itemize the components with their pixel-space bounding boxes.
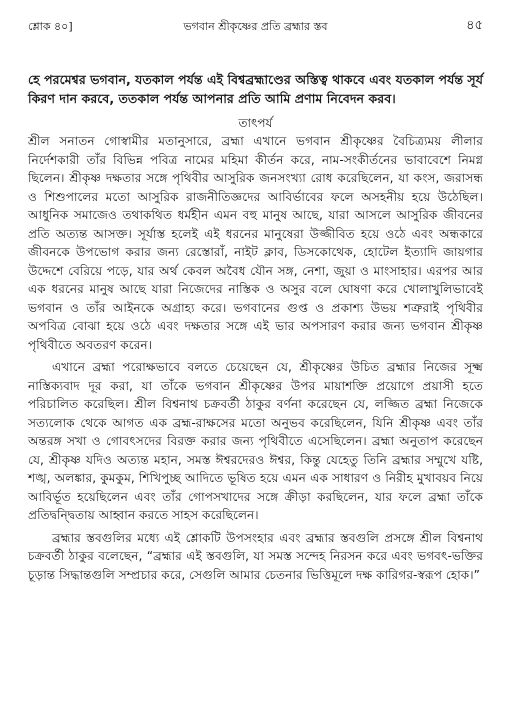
- verse-reference: শ্লোক ৪০]: [28, 20, 73, 33]
- page-number: ৪৫: [466, 18, 483, 33]
- purport-paragraph: শ্রীল সনাতন গোস্বামীর মতানুসারে, ব্রহ্মা এখানে ভগবান শ্রীকৃষ্ণের বৈচিত্র্যময় লীলার নির্দেশকারী তাঁর বিভিন্ন পবিত্র নামের মহিমা কীর্তন করে, নাম-সংকীর্তনের ভাবাবেশে নিমগ্ন ছিলেন। শ্রীকৃষ্ণ দক্ষতার সঙ্গে পৃথিবীর আসুরিক জনসংখ্যা রোধ করেছিলেন, যা কংস, জরাসন্ধ ও শিশুপালের মতো আসুরিক রাজনীতিজ্ঞদের আবির্ভাবের ফলে অসহনীয় হয়ে উঠেছিল। আধুনিক সমাজেও তথাকথিত ধর্মহীন এমন বহু মানুষ আছে, যারা আসলে আসুরিক জীবনের প্রতি অত্যন্ত আসক্ত। সূর্যাস্ত হলেই এই ধরনের মানুষেরা উজ্জীবিত হয়ে ওঠে এবং অন্ধকারে জীবনকে উপভোগ করার জন্য রেস্তোরাঁ, নাইট ক্লাব, ডিসকোথেক, হোটেল ইত্যাদি জায়গার উদ্দেশে বেরিয়ে পড়ে, যার অর্থ কেবল অবৈধ যৌন সঙ্গ, নেশা, জুয়া ও মাংসাহার। এরপর আর এক ধরনের মানুষ আছে যারা নিজেদের নাস্তিক ও অসুর বলে ঘোষণা করে খোলাখুলিভাবেই ভগবান ও তাঁর আইনকে অগ্রাহ্য করে। ভগবানের গুপ্ত ও প্রকাশ্য উভয় শত্রুরাই পৃথিবীর অপবিত্র বোঝা হয়ে ওঠে এবং দক্ষতার সঙ্গে এই ভার অপসারণ করার জন্য ভগবান শ্রীকৃষ্ণ পৃথিবীতে অবতরণ করেন।: [28, 134, 483, 352]
- purport-paragraph: ব্রহ্মার স্তবগুলির মধ্যে এই শ্লোকটি উপসংহার এবং ব্রহ্মার স্তবগুলি প্রসঙ্গে শ্রীল বিশ্বনাথ চক্রবর্তী ঠাকুর বলেছেন, “ব্রহ্মার এই স্তবগুলি, যা সমস্ত সন্দেহ নিরসন করে এবং ভগবৎ-ভক্তির চূড়ান্ত সিদ্ধান্তগুলি সম্প্রচার করে, সেগুলি আমার চেতনার ভিত্তিমূলে দক্ষ কারিগর-স্বরূপ হোক।”: [28, 530, 483, 582]
- purport-body: [28, 132, 483, 584]
- purport-heading: তাৎপর্য: [238, 116, 273, 130]
- purport-paragraph: এখানে ব্রহ্মা পরোক্ষভাবে বলতে চেয়েছেন যে, শ্রীকৃষ্ণের উচিত ব্রহ্মার নিজের সূক্ষ্ম নাস্তিক্যবাদ দূর করা, যা তাঁকে ভগবান শ্রীকৃষ্ণের উপর মায়াশক্তি প্রয়োগে প্রয়াসী হতে পরিচালিত করেছিল। শ্রীল বিশ্বনাথ চক্রবর্তী ঠাকুর বর্ণনা করেছেন যে, লজ্জিত ব্রহ্মা নিজেকে সত্যলোক থেকে আগত এক ব্রহ্ম-রাক্ষসের মতো অনুভব করেছিলেন, যিনি শ্রীকৃষ্ণ এবং তাঁর অন্তরঙ্গ সখা ও গোবৎসদের বিরক্ত করার জন্য পৃথিবীতে এসেছিলেন। ব্রহ্মা অনুতাপ করেছেন যে, শ্রীকৃষ্ণ যদিও অত্যন্ত মহান, সমস্ত ঈশ্বরদেরও ঈশ্বর, কিন্তু যেহেতু তিনি ব্রহ্মার সম্মুখে যষ্টি, শঙ্খ, অলঙ্কার, কুমকুম, শিখিপুচ্ছ আদিতে ভূষিত হয়ে এমন এক সাধারণ ও নিরীহ মুখাবয়ব নিয়ে আবির্ভূত হয়েছিলেন এবং তাঁর গোপসখাদের সঙ্গে ক্রীড়া করছিলেন, যার ফলে ব্রহ্মা তাঁকে প্রতিদ্বন্দ্বিতায় আহ্বান করতে সাহস করেছিলেন।: [28, 360, 483, 522]
- verse-translation: হে পরমেশ্বর ভগবান, যতকাল পর্যন্ত এই বিশ্বব্রহ্মাণ্ডের অস্তিত্ব থাকবে এবং যতকাল পর্যন্ত সূর্য কিরণ দান করবে, ততকাল পর্যন্ত আপনার প্রতি আমি প্রণাম নিবেদন করব।: [28, 72, 483, 106]
- page-header: [28, 14, 483, 40]
- running-title: ভগবান শ্রীকৃষ্ণের প্রতি ব্রহ্মার স্তব: [183, 20, 328, 33]
